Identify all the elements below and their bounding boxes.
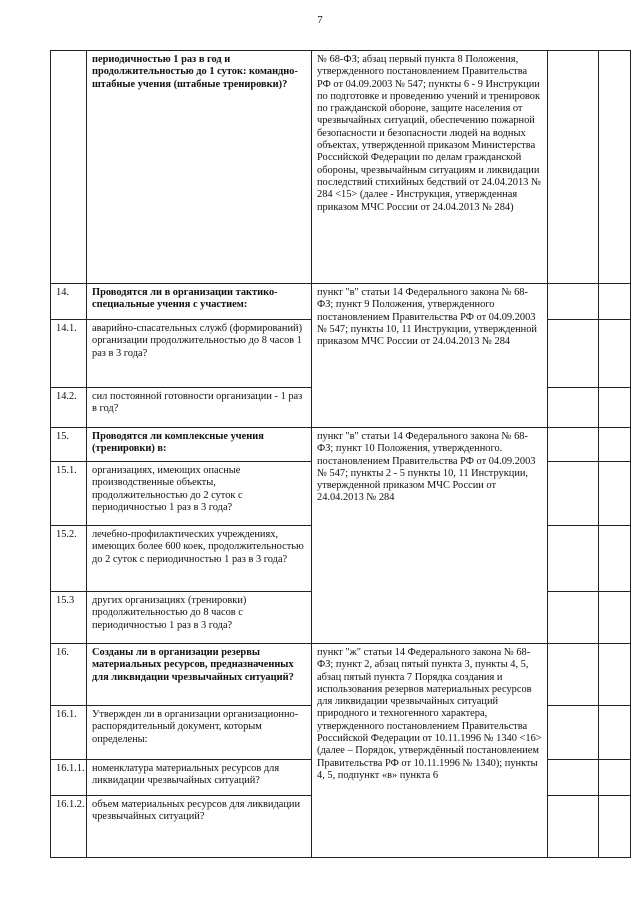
note-cell [599,320,631,388]
legal-reference: пункт "в" статьи 14 Федерального закона № 68-ФЗ; пункт 9 Положения, утвержденного постановлением Правительства РФ от 04.09.2003 № 547; пункты 10, 11 Инструкции, утвержденной приказом МЧС России от 24.04.2013 № 284 [312,284,548,428]
note-cell [599,644,631,706]
item-question: периодичностью 1 раз в год и продолжительностью до 1 суток: командно-штабные учения (штабные тренировки)? [87,51,312,284]
note-cell [599,51,631,284]
answer-cell [548,526,599,592]
table-row [51,51,631,284]
answer-cell [548,706,599,760]
item-number [51,51,87,284]
note-cell [599,760,631,796]
item-number: 15.2. [51,526,87,592]
legal-reference: пункт "ж" статьи 14 Федерального закона № 68-ФЗ; пункт 2, абзац пятый пункта 3, пункты 4, 5, абзац пятый пункта 7 Порядка создания и использования резервов материальных ресурсов для ликвидации чрезвычайных ситуаций природного и техногенного характера, утвержденного постановлением Правительства Российской Федерации от 10.11.1996 № 1340 <16> (далее – Порядок, утверждённый постановлением Правительства РФ от 10.11.1996 № 1340); пункты 4, 5, подпункт «в» пункта 6 [312,644,548,858]
item-number: 14.2. [51,388,87,428]
note-cell [599,462,631,526]
note-cell [599,706,631,760]
item-number: 16.1.1. [51,760,87,796]
item-question: организациях, имеющих опасные производственные объекты, продолжительностью до 2 суток с периодичностью 1 раз в 3 года? [87,462,312,526]
answer-cell [548,51,599,284]
legal-reference: пункт "в" статьи 14 Федерального закона № 68-ФЗ; пункт 10 Положения, утвержденного. постановлением Правительства РФ от 04.09.2003 № 547; пункты 2 - 5 пункты 10, 11 Инструкции, утвержденной приказом МЧС России от 24.04.2013 № 284 [312,428,548,644]
item-question: аварийно-спасательных служб (формирований) организации продолжительностью до 8 часов 1 раз в 3 года? [87,320,312,388]
note-cell [599,388,631,428]
item-number: 14.1. [51,320,87,388]
legal-reference: № 68-ФЗ; абзац первый пункта 8 Положения, утвержденного постановлением Правительства РФ от 04.09.2003 № 547; пункты 6 - 9 Инструкции по подготовке и проведению учений и тренировок по гражданской обороне, защите населения от чрезвычайных ситуаций, обеспечению пожарной безопасности и безопасности людей на водных объектах, утвержденной приказом Министерства Российской Федерации по делам гражданской обороны, чрезвычайным ситуациям и ликвидации последствий стихийных бедствий от 24.04.2013 № 284 <15> (далее - Инструкция, утвержденная приказом МЧС России от 24.04.2013 № 284) [312,51,548,284]
item-question: Утвержден ли в организации организационно-распорядительный документ, которым определены: [87,706,312,760]
note-cell [599,526,631,592]
answer-cell [548,592,599,644]
page-number: 7 [317,14,323,26]
note-cell [599,284,631,320]
answer-cell [548,796,599,858]
item-question: сил постоянной готовности организации - 1 раз в год? [87,388,312,428]
answer-cell [548,462,599,526]
answer-cell [548,320,599,388]
table-row [51,428,631,462]
answer-cell [548,428,599,462]
item-number: 15. [51,428,87,462]
note-cell [599,796,631,858]
answer-cell [548,388,599,428]
item-number: 15.3 [51,592,87,644]
answer-cell [548,644,599,706]
answer-cell [548,284,599,320]
item-question: объем материальных ресурсов для ликвидации чрезвычайных ситуаций? [87,796,312,858]
item-question: лечебно-профилактических учреждениях, имеющих более 600 коек, продолжительностью до 2 суток с периодичностью 1 раз в 3 года? [87,526,312,592]
note-cell [599,428,631,462]
item-number: 16. [51,644,87,706]
item-question: Проводятся ли комплексные учения (тренировки) в: [87,428,312,462]
answer-cell [548,760,599,796]
item-question: номенклатура материальных ресурсов для ликвидации чрезвычайных ситуаций? [87,760,312,796]
table-row [51,644,631,706]
item-number: 14. [51,284,87,320]
note-cell [599,592,631,644]
item-number: 15.1. [51,462,87,526]
item-number: 16.1.2. [51,796,87,858]
item-question: Созданы ли в организации резервы материальных ресурсов, предназначенных для ликвидации чрезвычайных ситуаций? [87,644,312,706]
table-row [51,284,631,320]
item-question: Проводятся ли в организации тактико-специальные учения с участием: [87,284,312,320]
checklist-table [50,50,631,858]
item-number: 16.1. [51,706,87,760]
item-question: других организациях (тренировки) продолжительностью до 8 часов с периодичностью 1 раз в 3 года? [87,592,312,644]
